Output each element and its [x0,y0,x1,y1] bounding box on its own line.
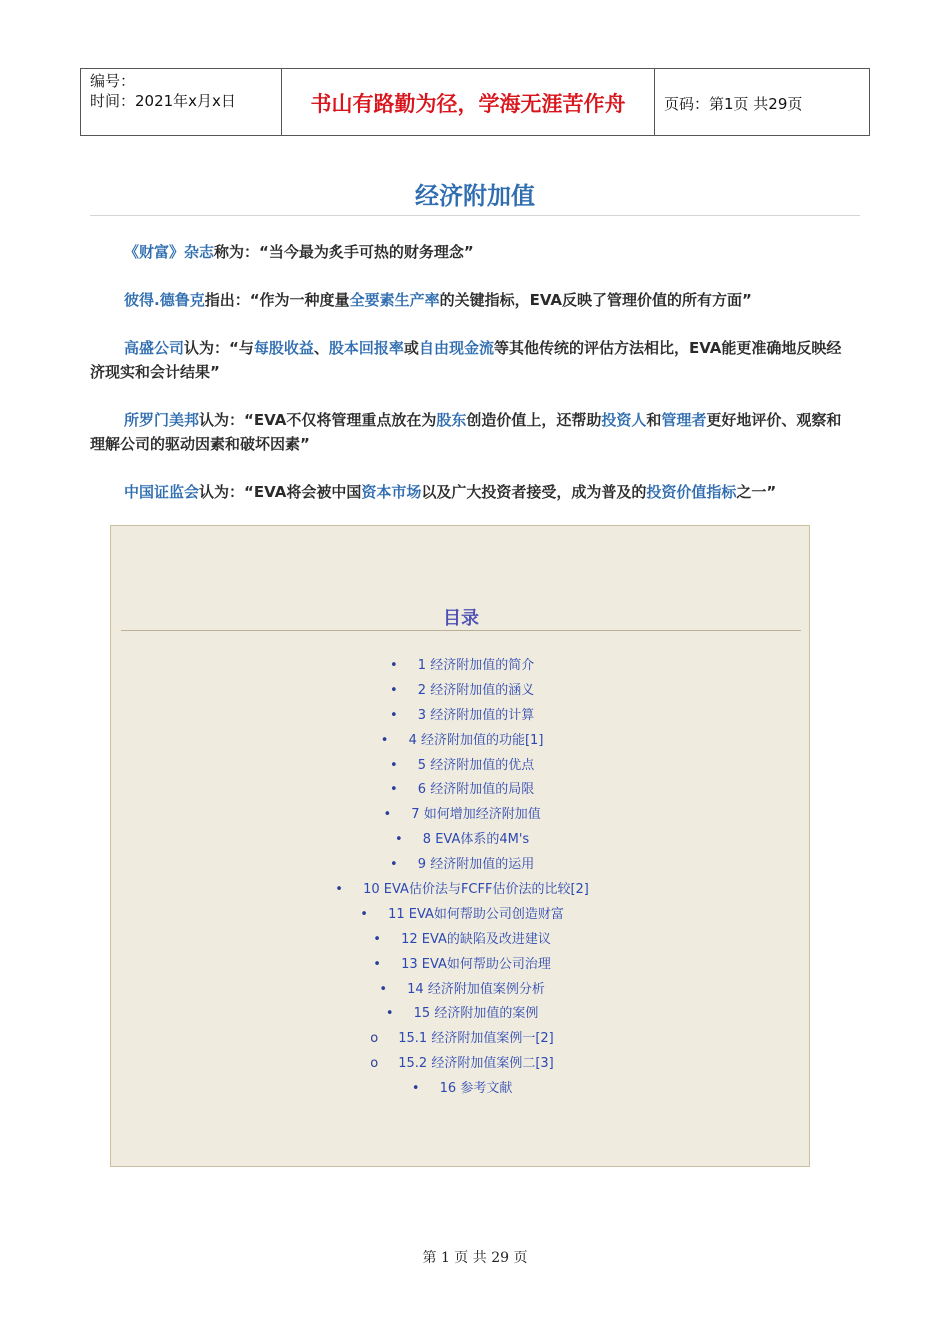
header-motto: 书山有路勤为径，学海无涯苦作舟 [310,91,626,116]
toc-item[interactable] [111,1052,811,1077]
link-goldman-sachs[interactable]: 高盛公司 [124,339,185,357]
quote-drucker: 彼得.德鲁克指出：“作为一种度量全要素生产率的关键指标，EVA反映了管理价值的所有方面” [124,291,752,309]
toc-item-link[interactable]: 3 经济附加值的计算 [417,707,535,723]
link-managers[interactable]: 管理者 [661,411,707,429]
link-roe[interactable]: 股本回报率 [328,339,404,357]
toc-panel [110,525,810,1167]
toc-item[interactable] [111,729,811,754]
toc-item[interactable] [111,1077,811,1102]
title-divider [90,215,860,216]
toc-item-link[interactable]: 8 EVA体系的4M's [422,832,530,848]
link-salomon-smith-barney[interactable]: 所罗门美邦 [124,411,200,429]
toc-heading: 目录 [443,608,479,629]
link-investors[interactable]: 投资人 [601,411,647,429]
bullet-icon: • [389,857,398,873]
bullet-icon: • [389,658,398,673]
link-shareholders[interactable]: 股东 [436,411,467,429]
bullet-icon: • [411,1081,420,1097]
toc-item-link[interactable]: 2 经济附加值的涵义 [417,682,535,698]
bullet-icon: • [373,956,381,972]
link-capital-market[interactable]: 资本市场 [361,483,422,501]
link-total-factor-productivity[interactable]: 全要素生产率 [349,291,440,309]
circle-bullet-icon: o [370,1056,379,1072]
toc-item-link[interactable]: 4 经济附加值的功能[1] [408,732,544,748]
toc-item[interactable] [111,903,811,928]
toc-item[interactable] [111,1002,811,1027]
toc-item-link[interactable]: 16 参考文献 [439,1081,513,1097]
quote-fortune: 《财富》杂志称为：“当今最为炙手可热的财务理念” [124,243,474,261]
toc-item-link[interactable]: 5 经济附加值的优点 [417,757,535,773]
header-bottom-rule [80,135,870,136]
link-investment-value-index[interactable]: 投资价值指标 [646,483,737,501]
toc-divider [121,630,801,631]
bullet-icon: • [394,832,403,848]
bullet-icon: • [360,906,368,922]
toc-item[interactable] [111,654,811,679]
bullet-icon: • [380,732,389,748]
header-divider-right [869,68,870,136]
toc-list [111,654,811,1102]
toc-item[interactable] [111,878,811,903]
toc-item-link[interactable]: 14 经济附加值案例分析 [407,981,545,997]
quote-salomon: 所罗门美邦认为：“EVA不仅将管理重点放在为股东创造价值上，还帮助投资人和管理者更好地评价、观察和理解公司的驱动因素和破坏因素” [90,411,842,453]
toc-item-link[interactable]: 1 经济附加值的简介 [417,658,535,673]
toc-item[interactable] [111,978,811,1003]
toc-item-link[interactable]: 15.2 经济附加值案例二[3] [398,1056,554,1072]
header-page-info: 页码：第1页 共29页 [664,95,803,113]
toc-item-link[interactable]: 7 如何增加经济附加值 [411,807,541,823]
header-top-rule [80,68,870,69]
toc-item[interactable] [111,754,811,779]
toc-item-link[interactable]: 13 EVA如何帮助公司治理 [401,956,551,972]
doc-time-label: 时间：2021年x月x日 [90,92,236,110]
doc-number-label: 编号： [90,72,136,90]
page-footer: 第 1 页 共 29 页 [422,1250,528,1266]
page-title: 经济附加值 [415,182,535,210]
quote-csrc: 中国证监会认为：“EVA将会被中国资本市场以及广大投资者接受，成为普及的投资价值指标之一” [124,483,777,501]
header-divider-2 [654,68,655,136]
link-fortune-magazine[interactable]: 《财富》杂志 [124,243,215,261]
bullet-icon: • [389,757,398,773]
quote-goldman: 高盛公司认为：“与每股收益、股本回报率或自由现金流等其他传统的评估方法相比，EVA能更准确地反映经济现实和会计结果” [90,339,842,381]
toc-item[interactable] [111,778,811,803]
header-info [90,71,236,111]
toc-item[interactable] [111,803,811,828]
circle-bullet-icon: o [370,1031,379,1047]
header-divider-left [80,68,81,136]
bullet-icon: • [379,981,387,997]
toc-item[interactable] [111,853,811,878]
toc-item-link[interactable]: 10 EVA估价法与FCFF估价法的比较[2] [363,882,589,898]
bullet-icon: • [373,931,381,947]
bullet-icon: • [335,882,343,898]
toc-item[interactable] [111,928,811,953]
toc-item-link[interactable]: 12 EVA的缺陷及改进建议 [401,931,551,947]
link-free-cash-flow[interactable]: 自由现金流 [418,339,494,357]
bullet-icon: • [385,1006,394,1022]
toc-item[interactable] [111,828,811,853]
link-peter-drucker[interactable]: 彼得.德鲁克 [124,291,205,309]
bullet-icon: • [389,782,398,798]
toc-item-link[interactable]: 11 EVA如何帮助公司创造财富 [388,906,564,922]
bullet-icon: • [389,682,398,698]
toc-item[interactable] [111,704,811,729]
bullet-icon: • [383,807,392,823]
toc-item-link[interactable]: 15 经济附加值的案例 [413,1006,539,1022]
toc-item[interactable] [111,1027,811,1052]
toc-item-link[interactable]: 6 经济附加值的局限 [417,782,535,798]
toc-item-link[interactable]: 9 经济附加值的运用 [417,857,535,873]
toc-item[interactable] [111,679,811,704]
bullet-icon: • [389,707,398,723]
link-csrc[interactable]: 中国证监会 [124,483,200,501]
header-divider-1 [281,68,282,136]
toc-item[interactable] [111,953,811,978]
toc-item-link[interactable]: 15.1 经济附加值案例一[2] [398,1031,554,1047]
link-eps[interactable]: 每股收益 [253,339,314,357]
